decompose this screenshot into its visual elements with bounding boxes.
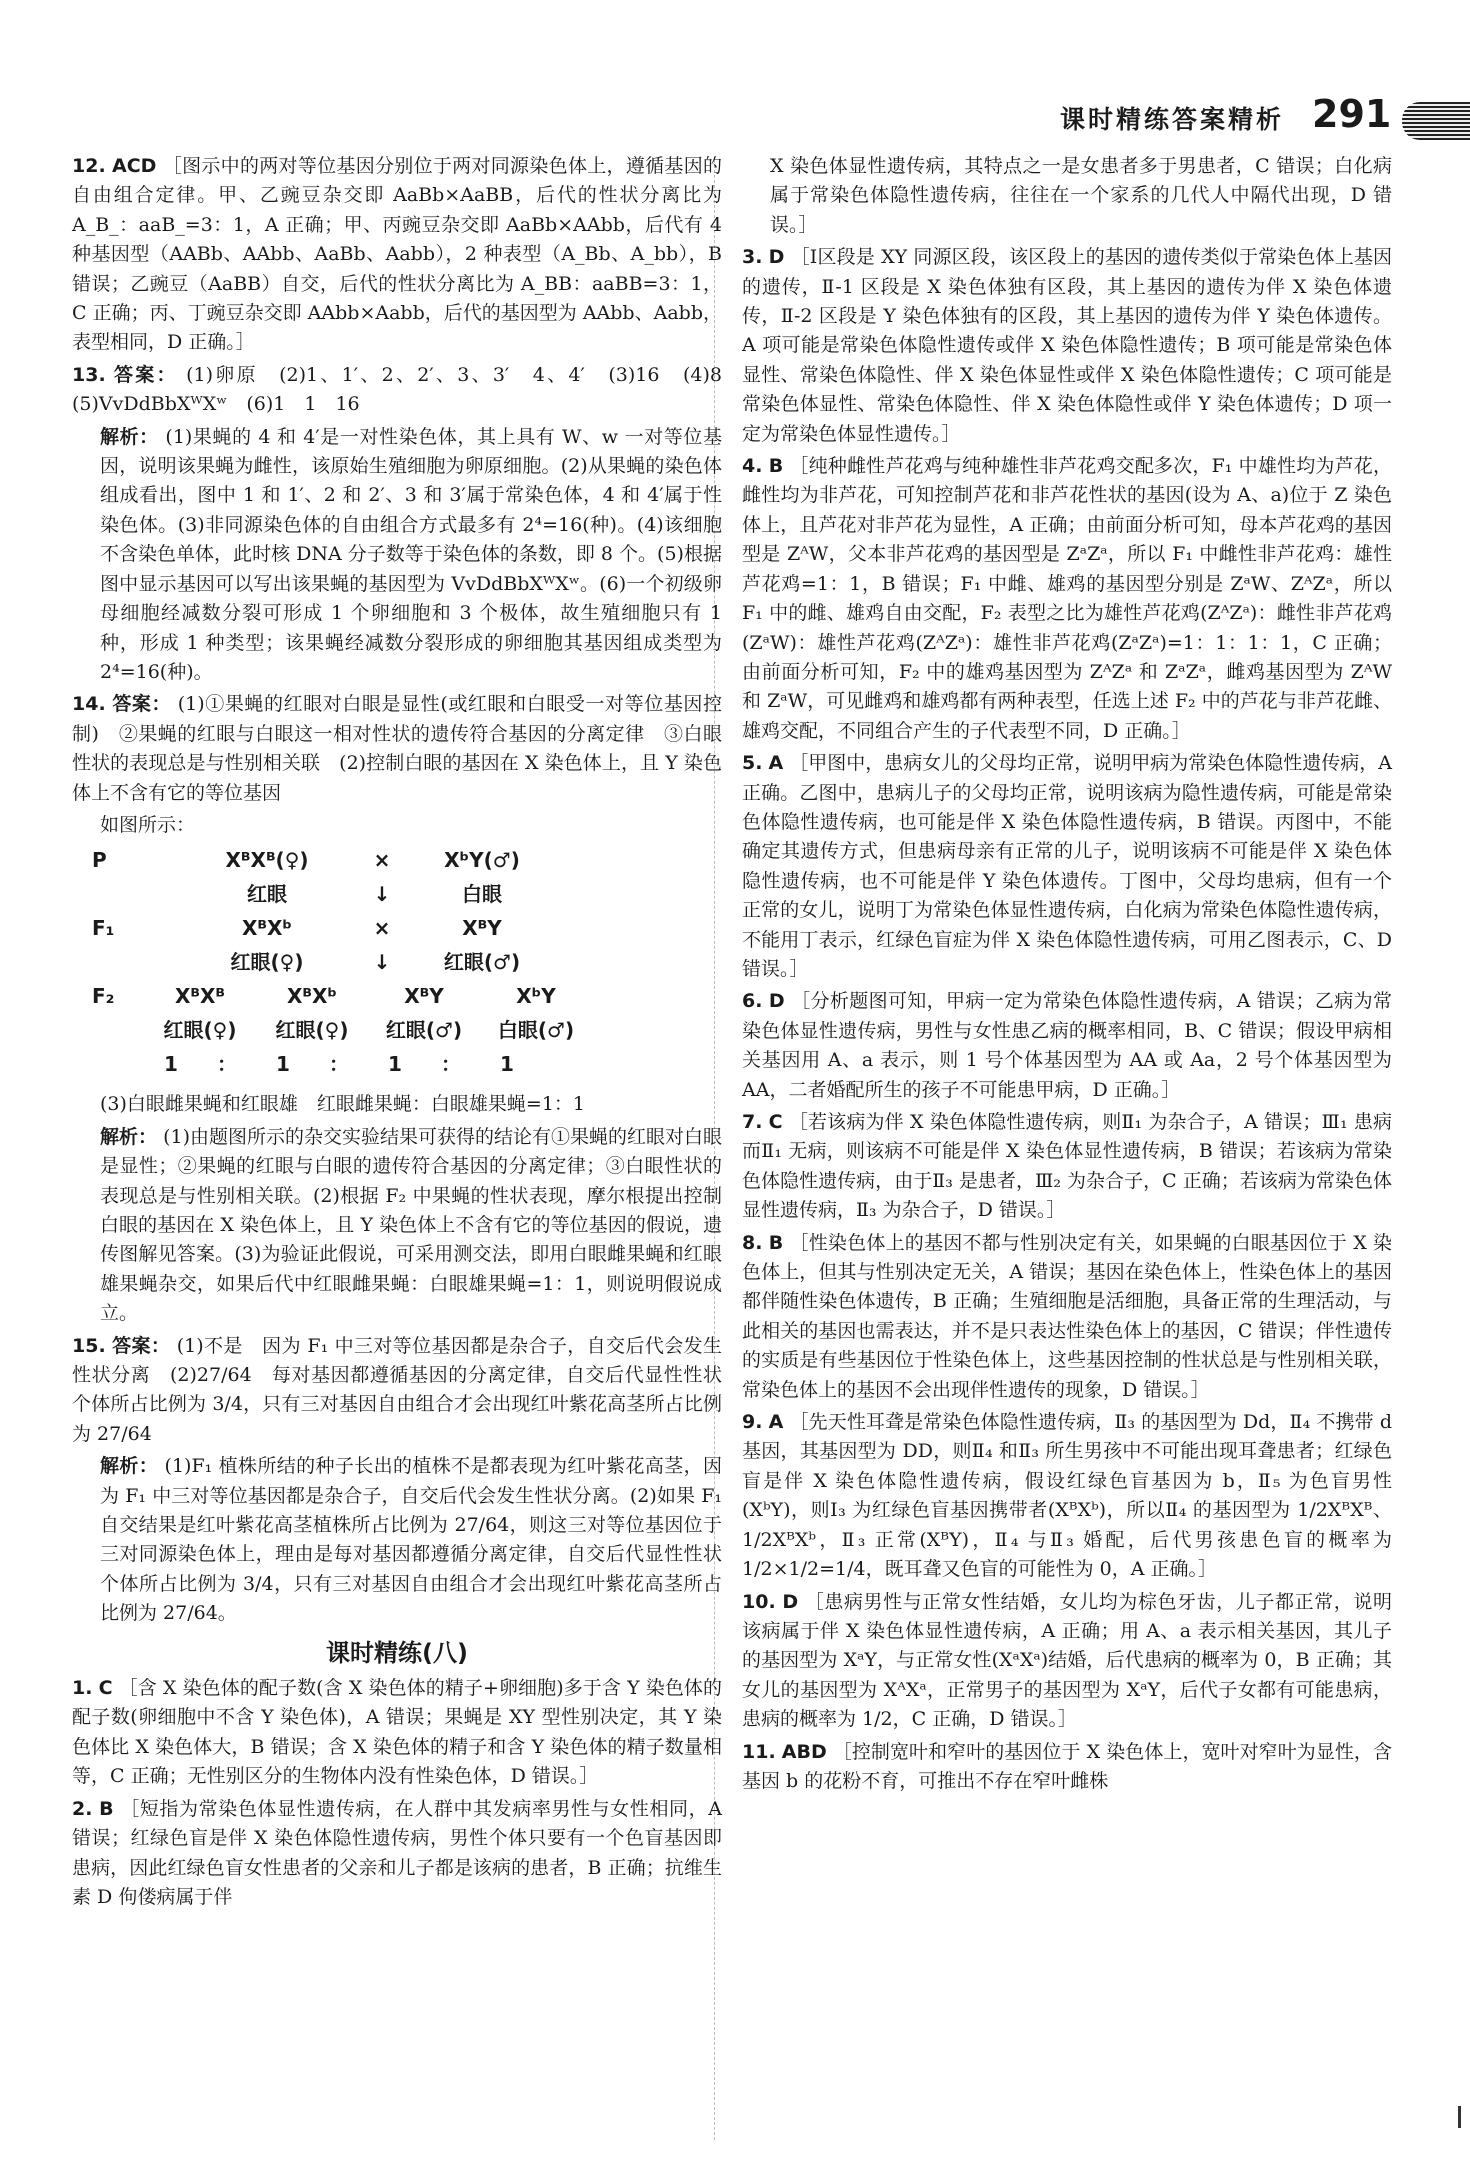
answer-item-s9 bbox=[742, 1408, 1392, 1584]
answer-item-13 bbox=[72, 361, 741, 420]
analysis-text: (1)F₁ 植株所结的种子长出的植株不是都表现为红叶紫花高茎，因为 F₁ 中三对等位基因都是杂合子，自交后代会发生性状分离。(2)如果 F₁ 自交结果是红叶紫花高茎植株所占比例为 27/64，则这三对等位基因位于三对同源染色体上，理由是每对基因都遵循分离定律，自交后代显性性状个体所占比例为 3/4，只有三对基因自由组合才会出现红叶紫花高茎所占比例为 27/64。 bbox=[100, 1455, 722, 1625]
analysis-label: 解析： bbox=[100, 1125, 158, 1148]
item-answer: A bbox=[768, 1411, 784, 1434]
f2-phenotype: 红眼(♀) bbox=[163, 1018, 237, 1043]
item-number: 13. bbox=[72, 363, 106, 386]
answer-item-s6 bbox=[742, 987, 1392, 1105]
answer-item-12 bbox=[72, 152, 722, 358]
answer-14-part3: (3)白眼雌果蝇和红眼雄 红眼雌果蝇：白眼雄果蝇=1：1 bbox=[100, 1093, 586, 1116]
analysis-13 bbox=[72, 423, 722, 688]
f2-genotype: XᴮY bbox=[404, 984, 444, 1009]
item-answer: ACD bbox=[112, 155, 157, 177]
cross-f2-ratio-row bbox=[92, 1050, 722, 1084]
item-number: 1. bbox=[72, 1677, 93, 1700]
item-answer: B bbox=[99, 1797, 114, 1820]
ratio-separator: ： bbox=[217, 1052, 239, 1077]
answer-item-s4 bbox=[742, 452, 1392, 746]
answer-label: 答案： bbox=[113, 363, 178, 386]
p-female-genotype: XᴮXᴮ(♀) bbox=[225, 848, 309, 873]
arrow-down-icon: ↓ bbox=[373, 950, 391, 975]
header-tab-decoration bbox=[1402, 102, 1470, 140]
answer-item-s11 bbox=[742, 1738, 1392, 1797]
figure-intro: 如图所示： bbox=[100, 813, 196, 836]
answer-item-14 bbox=[72, 690, 722, 808]
item-explanation: ［患病男性与正常女性结婚，女儿均为棕色牙齿，儿子都正常，说明该病属于伴 X 染色体显性遗传病，A 正确；用 A、a 表示相关基因，其儿子的基因型为 XᵃY，与正常女性(XᵃXᵃ)结婚，后代患病的概率为 0，B 正确；其女儿的基因型为 XᴬXᵃ，正常男子的基因型为 XᵃY，后代子女都有可能患病，患病的概率为 1/2，C 正确，D 错误。］ bbox=[742, 1590, 1392, 1731]
f2-genotype: XᴮXᵇ bbox=[286, 984, 338, 1009]
ratio-value: 1 bbox=[164, 1052, 180, 1077]
f2-phenotype: 白眼(♂) bbox=[497, 1018, 575, 1043]
right-column bbox=[742, 152, 1392, 1799]
item-number: 5. bbox=[742, 752, 763, 775]
item-number: 11. bbox=[742, 1740, 776, 1763]
item-answer: A bbox=[768, 752, 784, 775]
answer-label: 答案： bbox=[112, 693, 172, 716]
f2-phenotype: 红眼(♀) bbox=[275, 1018, 349, 1043]
generation-label-f1: F₁ bbox=[92, 916, 115, 941]
item-explanation: ［纯种雌性芦花鸡与纯种雄性非芦花鸡交配多次，F₁ 中雄性均为芦花，雌性均为非芦花，可知控制芦花和非芦花性状的基因(设为 A、a)位于 Z 染色体上，且芦花对非芦花为显性，A 正确；由前面分析可知，母本芦花鸡的基因型是 ZᴬW，父本非芦花鸡的基因型是 ZᵃZᵃ，所以 F₁ 中雌性非芦花鸡：雄性芦花鸡=1：1，B 错误；F₁ 中雌、雄鸡的基因型分别是 ZᵃW、ZᴬZᵃ，所以 F₁ 中的雌、雄鸡自由交配，F₂ 表型之比为雄性芦花鸡(ZᴬZᵃ)：雌性非芦花鸡(ZᵃW)：雄性芦花鸡(ZᴬZᵃ)：雄性非芦花鸡(ZᵃZᵃ)=1：1：1：1，C 正确；由前面分析可知，F₂ 中的雄鸡基因型为 ZᴬZᵃ 和 ZᵃZᵃ，雌鸡基因型为 ZᴬW 和 ZᵃW，可见雌鸡和雄鸡都有两种表型，任选上述 F₂ 中的芦花与非芦花雌、雄鸡交配，不同组合产生的子代表型不同，D 正确。］ bbox=[742, 455, 1392, 742]
item-explanation: ［控制宽叶和窄叶的基因位于 X 染色体上，宽叶对窄叶为显性，含基因 b 的花粉不育，可推出不存在窄叶雌株 bbox=[742, 1740, 1392, 1792]
item-number: 10. bbox=[742, 1590, 776, 1613]
f1-male-phenotype: 红眼(♂) bbox=[443, 950, 521, 975]
item-number: 7. bbox=[742, 1111, 763, 1133]
p-male-genotype: XᵇY(♂) bbox=[444, 848, 520, 873]
item-explanation: ［Ⅰ区段是 XY 同源区段，该区段上的基因的遗传类似于常染色体上基因的遗传，Ⅱ-1 区段是 X 染色体独有区段，其上基因的遗传为伴 X 染色体遗传，Ⅱ-2 区段是 Y 染色体独有的区段，其上基因的遗传为伴 Y 染色体遗传。A 项可能是常染色体隐性遗传或伴 X 染色体隐性遗传；B 项可能是常染色体显性、常染色体隐性、伴 X 染色体显性或伴 X 染色体隐性遗传；C 项可能是常染色体显性、常染色体隐性、伴 X 染色体隐性或伴 Y 染色体遗传；D 项一定为常染色体显性遗传。］ bbox=[742, 246, 1393, 445]
cross-f2-phenotype-row bbox=[92, 1016, 722, 1050]
item-explanation: ［先天性耳聋是常染色体隐性遗传病，Ⅱ₃ 的基因型为 Dd，Ⅱ₄ 不携带 d 基因，其基因型为 DD，则Ⅱ₄ 和Ⅱ₃ 所生男孩中不可能出现耳聋患者；红绿色盲是伴 X 染色体隐性遗传病，假设红绿色盲基因为 b，Ⅱ₅ 为色盲男性(XᵇY)，则Ⅰ₃ 为红绿色盲基因携带者(XᴮXᵇ)，所以Ⅱ₄ 的基因型为 1/2XᴮXᴮ、1/2XᴮXᵇ，Ⅱ₃ 正常(XᴮY)，Ⅱ₄ 与Ⅱ₃ 婚配，后代男孩患色盲的概率为 1/2×1/2=1/4，既耳聋又色盲的可能性为 0，A 正确。］ bbox=[742, 1411, 1392, 1581]
item-number: 9. bbox=[742, 1411, 763, 1434]
answer-label: 答案： bbox=[112, 1334, 171, 1357]
item-answer: ABD bbox=[781, 1740, 827, 1763]
arrow-down-icon: ↓ bbox=[373, 882, 391, 907]
item-explanation: ［若该病为伴 X 染色体隐性遗传病，则Ⅱ₁ 为杂合子，A 错误；Ⅲ₁ 患病而Ⅱ₁ 无病，则该病不可能是伴 X 染色体显性遗传病，B 错误；若该病为常染色体隐性遗传病，由于Ⅱ₃ 是患者，Ⅲ₂ 为杂合子，C 正确；若该病为常染色体显性遗传病，Ⅱ₃ 为杂合子，D 错误。］ bbox=[742, 1111, 1393, 1222]
analysis-label: 解析： bbox=[100, 425, 159, 448]
cross-p-phenotype-row bbox=[92, 880, 722, 914]
f1-female-phenotype: 红眼(♀) bbox=[230, 950, 304, 975]
ratio-separator: ： bbox=[441, 1052, 463, 1077]
item-answer: D bbox=[768, 990, 785, 1013]
item-number: 12. bbox=[72, 155, 106, 177]
section-title: 课时精练(八) bbox=[326, 1638, 468, 1667]
analysis-label: 解析： bbox=[100, 1455, 159, 1478]
item-explanation: ［短指为常染色体显性遗传病，在人群中其发病率男性与女性相同，A 错误；红绿色盲是伴 X 染色体隐性遗传病，男性个体只要有一个色盲基因即患病，因此红绿色盲女性患者的父亲和儿子都是该病的患者，B 正确；抗维生素 D 佝偻病属于伴 bbox=[72, 1797, 722, 1908]
item-explanation: ［甲图中，患病女儿的父母均正常，说明甲病为常染色体隐性遗传病，A 正确。乙图中，患病儿子的父母均正常，说明该病为隐性遗传病，可能是常染色体隐性遗传病，也可能是伴 X 染色体隐性遗传病，B 错误。丙图中，不能确定其遗传方式，但患病母亲有正常的儿子，说明该病不可能是伴 X 染色体隐性遗传病，也不可能是伴 Y 染色体遗传。丁图中，父母均患病，但有一个正常的女儿，说明丁为常染色体显性遗传病，白化病为常染色体隐性遗传病，不能用丁表示，红绿色盲症为伴 X 染色体隐性遗传病，可用乙图表示，C、D 错误。］ bbox=[742, 752, 1392, 980]
f2-phenotype: 红眼(♂) bbox=[385, 1018, 463, 1043]
ratio-value: 1 bbox=[276, 1052, 292, 1077]
left-column bbox=[72, 152, 741, 1915]
cross-p-row bbox=[92, 846, 722, 880]
f2-genotype: XᵇY bbox=[516, 984, 556, 1009]
item-answer: C bbox=[768, 1111, 783, 1133]
f1-female-genotype: XᴮXᵇ bbox=[241, 916, 293, 941]
item-answer-text: (1)卵原 (2)1、1′、2、2′、3、3′ 4、4′ (3)16 (4)8 (5)VvDdBbXᵂXʷ (6)1 1 16 bbox=[72, 363, 741, 416]
answer-item-s10 bbox=[742, 1588, 1392, 1735]
analysis-14 bbox=[72, 1123, 722, 1329]
item-answer: C bbox=[98, 1677, 113, 1700]
f2-genotype: XᴮXᴮ bbox=[174, 984, 226, 1009]
item-number: 4. bbox=[742, 455, 763, 478]
cross-symbol: × bbox=[373, 848, 391, 873]
item-answer-text: (1)①果蝇的红眼对白眼是显性(或红眼和白眼受一对等位基因控制) ②果蝇的红眼与白眼这一相对性状的遗传符合基因的分离定律 ③白眼性状的表现总是与性别相关联 (2)控制白眼的基因在 X 染色体上，且 Y 染色体上不含有它的等位基因 bbox=[72, 693, 723, 804]
ratio-separator: ： bbox=[329, 1052, 351, 1077]
ratio-value: 1 bbox=[500, 1052, 516, 1077]
cross-f1-row bbox=[92, 914, 722, 948]
item-number: 8. bbox=[742, 1231, 763, 1254]
p-female-phenotype: 红眼 bbox=[247, 882, 287, 907]
item-explanation: ［图示中的两对等位基因分别位于两对同源染色体上，遵循基因的自由组合定律。甲、乙豌豆杂交即 AaBb×AaBB，后代的性状分离比为 A_B_：aaB_=3：1，A 正确；甲、丙豌豆杂交即 AaBb×AAbb，后代有 4 种基因型（AABb、AAbb、AaBb、Aabb），2 种表型（A_Bb、A_bb），B 错误；乙豌豆（AaBB）自交，后代的性状分离比为 A_BB：aaBB=3：1，C 正确；丙、丁豌豆杂交即 AAbb×Aabb，后代的基因型为 AAbb、Aabb，表型相同，D 正确。］ bbox=[72, 155, 722, 354]
analysis-text: (1)果蝇的 4 和 4′是一对性染色体，其上具有 W、w 一对等位基因，说明该果蝇为雌性，该原始生殖细胞为卵原细胞。(2)从果蝇的染色体组成看出，图中 1 和 1′、2 和 2′、3 和 3′属于常染色体，4 和 4′属于性染色体。(3)非同源染色体的自由组合方式最多有 2⁴=16(种)。(4)该细胞不含染色单体，此时核 DNA 分子数等于染色体的条数，即 8 个。(5)根据图中显示基因可以写出该果蝇的基因型为 VvDdBbXᵂXʷ。(6)一个初级卵母细胞经减数分裂可形成 1 个卵细胞和 3 个极体，故生殖细胞只有 1 种，形成 1 种类型；该果蝇经减数分裂形成的卵细胞其基因组成类型为 2⁴=16(种)。 bbox=[100, 425, 722, 683]
p-male-phenotype: 白眼 bbox=[462, 882, 502, 907]
answer-item-s2 bbox=[72, 1795, 722, 1913]
page-header bbox=[0, 0, 1470, 150]
answer-item-s3 bbox=[742, 243, 1392, 449]
cross-f2-row bbox=[92, 982, 722, 1016]
ratio-value: 1 bbox=[388, 1052, 404, 1077]
generation-label-p: P bbox=[92, 848, 107, 873]
item-number: 6. bbox=[742, 990, 763, 1013]
item-explanation: ［分析题图可知，甲病一定为常染色体隐性遗传病，A 错误；乙病为常染色体显性遗传病，男性与女性患乙病的概率相同，B、C 错误；假设甲病相关基因用 A、a 表示，则 1 号个体基因型为 AA 或 Aa，2 号个体基因型为 AA，二者婚配所生的孩子不可能患甲病，D 正确。］ bbox=[742, 990, 1393, 1101]
cross-f1-phenotype-row bbox=[92, 948, 722, 982]
item-answer: D bbox=[768, 246, 785, 269]
page-number: 291 bbox=[1312, 92, 1392, 136]
item-answer: B bbox=[768, 1231, 784, 1254]
item-explanation: ［含 X 染色体的配子数(含 X 染色体的精子+卵细胞)多于含 Y 染色体的配子数(卵细胞中不含 Y 染色体)，A 错误；果蝇是 XY 型性别决定，其 Y 染色体比 X 染色体大，B 错误；含 X 染色体的精子和含 Y 染色体的精子数量相等，C 正确；无性别区分的生物体内没有性染色体，D 错误。］ bbox=[72, 1677, 722, 1788]
cross-symbol: × bbox=[373, 916, 391, 941]
generation-label-f2: F₂ bbox=[92, 984, 115, 1009]
continued-text: X 染色体显性遗传病，其特点之一是女患者多于男患者，C 错误；白化病属于常染色体隐性遗传病，往往在一个家系的几代人中隔代出现，D 错误。］ bbox=[770, 155, 1392, 236]
item-number: 14. bbox=[72, 693, 106, 716]
margin-mark bbox=[1458, 2106, 1461, 2128]
answer-item-s1 bbox=[72, 1674, 722, 1792]
item-explanation: ［性染色体上的基因不都与性别决定有关，如果蝇的白眼基因位于 X 染色体上，但其与性别决定无关，A 错误；基因在染色体上，性染色体上的基因都伴随性染色体遗传，B 正确；生殖细胞是活细胞，具备正常的生理活动，与此相关的基因也需表达，并不是只表达性染色体上的基因，C 错误；伴性遗传的实质是有些基因位于性染色体上，这些基因控制的性状总是与性别相关联，常染色体上的基因不会出现伴性遗传的现象，D 错误。］ bbox=[742, 1231, 1392, 1401]
f1-male-genotype: XᴮY bbox=[462, 916, 502, 941]
answer-item-s5 bbox=[742, 749, 1392, 984]
item-answer: D bbox=[782, 1590, 799, 1613]
answer-item-s7 bbox=[742, 1108, 1392, 1226]
analysis-text: (1)由题图所示的杂交实验结果可获得的结论有①果蝇的红眼对白眼是显性；②果蝇的红眼与白眼的遗传符合基因的分离定律；③白眼性状的表现总是与性别相关联。(2)根据 F₂ 中果蝇的性状表现，摩尔根提出控制白眼的基因在 X 染色体上，且 Y 染色体上不含有它的等位基因的假说，遗传图解见答案。(3)为验证此假说，可采用测交法，即用白眼雌果蝇和红眼雄果蝇杂交，如果后代中红眼雌果蝇：白眼雄果蝇=1：1，则说明假说成立。 bbox=[100, 1125, 722, 1325]
item-number: 3. bbox=[742, 246, 763, 269]
answer-item-s8 bbox=[742, 1229, 1392, 1405]
header-title: 课时精练答案精析 bbox=[1060, 105, 1285, 134]
item-number: 2. bbox=[72, 1797, 93, 1820]
answer-item-15 bbox=[72, 1332, 722, 1450]
item-answer-text: (1)不是 因为 F₁ 中三对等位基因都是杂合子，自交后代会发生性状分离 (2)27/64 每对基因都遵循基因的分离定律，自交后代显性性状个体所占比例为 3/4，只有三对基因自由组合才会出现红叶紫花高茎所占比例为 27/64 bbox=[72, 1334, 722, 1445]
item-answer: B bbox=[768, 455, 784, 478]
item-number: 15. bbox=[72, 1334, 106, 1357]
analysis-15 bbox=[72, 1452, 722, 1628]
genetic-cross-diagram bbox=[92, 846, 722, 1084]
